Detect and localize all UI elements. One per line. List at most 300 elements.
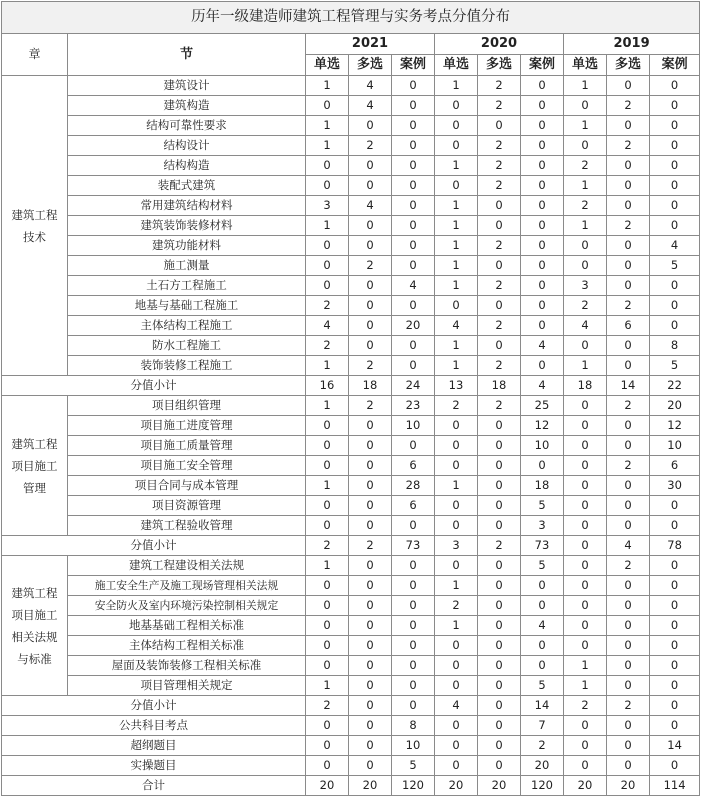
value-cell: 1 [435,196,478,216]
value-cell: 6 [650,456,700,476]
value-cell: 2 [478,396,521,416]
value-cell: 2 [349,356,392,376]
value-cell: 1 [564,656,607,676]
value-cell: 0 [392,96,435,116]
table-row [2,236,700,256]
value-cell: 2 [607,396,650,416]
value-cell: 0 [521,636,564,656]
subcol-case: 案例 [392,55,435,76]
value-cell: 0 [349,156,392,176]
value-cell: 0 [650,716,700,736]
value-cell: 0 [349,316,392,336]
chapter-cell [2,396,68,536]
value-cell: 1 [306,116,349,136]
value-cell: 114 [650,776,700,796]
value-cell: 0 [607,496,650,516]
value-cell: 0 [650,216,700,236]
value-cell: 0 [392,336,435,356]
table-row [2,276,700,296]
value-cell: 2 [607,216,650,236]
section-cell: 装配式建筑 [68,176,306,196]
value-cell: 0 [650,296,700,316]
table-wrapper [1,1,700,796]
value-cell: 0 [349,616,392,636]
value-cell: 4 [564,316,607,336]
value-cell: 1 [564,76,607,96]
value-cell: 25 [521,396,564,416]
section-cell: 屋面及装饰装修工程相关标准 [68,656,306,676]
chapter-line: 技术 [23,229,46,244]
table-row [2,656,700,676]
value-cell: 4 [435,696,478,716]
table-title: 历年一级建造师建筑工程管理与实务考点分值分布 [2,2,700,34]
value-cell: 20 [564,776,607,796]
value-cell: 0 [306,256,349,276]
value-cell: 0 [435,676,478,696]
value-cell: 0 [478,716,521,736]
value-cell: 1 [564,176,607,196]
value-cell: 4 [306,316,349,336]
value-cell: 0 [650,576,700,596]
value-cell: 4 [392,276,435,296]
value-cell: 0 [349,636,392,656]
value-cell: 10 [650,436,700,456]
value-cell: 1 [306,676,349,696]
table-row [2,756,700,776]
value-cell: 1 [564,676,607,696]
value-cell: 5 [521,556,564,576]
value-cell: 0 [607,176,650,196]
year-header-2020: 2020 [435,34,564,55]
value-cell: 1 [564,356,607,376]
section-cell: 建筑工程验收管理 [68,516,306,536]
value-cell: 8 [650,336,700,356]
table-row [2,116,700,136]
value-cell: 0 [564,616,607,636]
value-cell: 2 [478,276,521,296]
value-cell: 0 [607,256,650,276]
value-cell: 2 [478,176,521,196]
section-cell: 项目施工进度管理 [68,416,306,436]
value-cell: 0 [349,276,392,296]
table-row [2,76,700,96]
value-cell: 0 [564,636,607,656]
value-cell: 0 [478,436,521,456]
value-cell: 20 [521,756,564,776]
value-cell: 0 [435,456,478,476]
value-cell: 0 [392,576,435,596]
score-distribution-table [1,1,700,796]
value-cell: 0 [435,136,478,156]
section-cell: 装饰装修工程施工 [68,356,306,376]
value-cell: 0 [435,176,478,196]
value-cell: 0 [564,476,607,496]
value-cell: 18 [564,376,607,396]
value-cell: 1 [435,576,478,596]
value-cell: 3 [435,536,478,556]
value-cell: 0 [521,196,564,216]
value-cell: 0 [349,756,392,776]
value-cell: 0 [564,256,607,276]
value-cell: 0 [478,756,521,776]
value-cell: 0 [392,516,435,536]
value-cell: 0 [478,556,521,576]
value-cell: 0 [521,276,564,296]
value-cell: 1 [435,276,478,296]
value-cell: 2 [478,356,521,376]
section-cell: 项目合同与成本管理 [68,476,306,496]
table-row [2,636,700,656]
value-cell: 0 [392,156,435,176]
value-cell: 0 [650,316,700,336]
value-cell: 0 [607,416,650,436]
value-cell: 1 [306,216,349,236]
value-cell: 2 [607,556,650,576]
value-cell: 0 [478,656,521,676]
value-cell: 0 [349,176,392,196]
table-row [2,416,700,436]
value-cell: 0 [306,596,349,616]
value-cell: 0 [392,656,435,676]
table-row [2,96,700,116]
total-row [2,776,700,796]
section-cell: 结构设计 [68,136,306,156]
value-cell: 0 [392,116,435,136]
value-cell: 18 [478,376,521,396]
value-cell: 0 [607,636,650,656]
section-cell: 项目资源管理 [68,496,306,516]
value-cell: 0 [349,216,392,236]
value-cell: 0 [521,456,564,476]
value-cell: 0 [349,236,392,256]
value-cell: 0 [349,696,392,716]
value-cell: 2 [306,296,349,316]
table-row [2,496,700,516]
value-cell: 20 [349,776,392,796]
value-cell: 0 [521,76,564,96]
value-cell: 0 [650,176,700,196]
value-cell: 0 [392,176,435,196]
section-cell: 主体结构工程施工 [68,316,306,336]
value-cell: 4 [521,336,564,356]
table-row [2,256,700,276]
value-cell: 0 [607,356,650,376]
value-cell: 2 [478,316,521,336]
value-cell: 0 [435,296,478,316]
value-cell: 0 [392,636,435,656]
value-cell: 2 [478,76,521,96]
chapter-line: 建筑工程 [11,436,58,451]
value-cell: 1 [564,116,607,136]
value-cell: 0 [306,276,349,296]
value-cell: 0 [349,496,392,516]
table-row [2,396,700,416]
value-cell: 0 [349,456,392,476]
value-cell: 2 [349,136,392,156]
value-cell: 0 [521,656,564,676]
value-cell: 4 [349,96,392,116]
value-cell: 14 [521,696,564,716]
value-cell: 0 [349,716,392,736]
value-cell: 0 [392,136,435,156]
table-row [2,736,700,756]
value-cell: 0 [478,336,521,356]
value-cell: 23 [392,396,435,416]
value-cell: 0 [521,236,564,256]
value-cell: 2 [435,396,478,416]
value-cell: 0 [478,496,521,516]
table-row [2,156,700,176]
value-cell: 0 [478,736,521,756]
value-cell: 0 [564,336,607,356]
value-cell: 0 [521,256,564,276]
value-cell: 6 [392,496,435,516]
value-cell: 0 [607,676,650,696]
chapter-line: 项目施工 [11,607,58,622]
value-cell: 0 [650,616,700,636]
chapter-line: 与标准 [17,651,52,666]
section-cell: 施工安全生产及施工现场管理相关法规 [68,576,306,596]
value-cell: 20 [478,776,521,796]
value-cell: 1 [435,156,478,176]
value-cell: 0 [564,576,607,596]
value-cell: 0 [650,556,700,576]
value-cell: 0 [607,276,650,296]
value-cell: 0 [650,76,700,96]
value-cell: 12 [650,416,700,436]
value-cell: 0 [650,496,700,516]
value-cell: 0 [521,216,564,236]
value-cell: 0 [478,576,521,596]
value-cell: 0 [607,336,650,356]
value-cell: 78 [650,536,700,556]
chapter-cell [2,556,68,696]
value-cell: 0 [564,456,607,476]
value-cell: 0 [349,576,392,596]
table-row [2,456,700,476]
value-cell: 0 [650,636,700,656]
value-cell: 0 [349,736,392,756]
value-cell: 0 [392,296,435,316]
value-cell: 20 [435,776,478,796]
value-cell: 0 [306,496,349,516]
value-cell: 8 [392,716,435,736]
value-cell: 10 [392,736,435,756]
section-cell: 建筑设计 [68,76,306,96]
value-cell: 0 [435,436,478,456]
chapter-cell [2,76,68,376]
value-cell: 0 [607,656,650,676]
section-cell: 建筑工程建设相关法规 [68,556,306,576]
value-cell: 0 [392,436,435,456]
value-cell: 0 [521,316,564,336]
value-cell: 20 [650,396,700,416]
value-cell: 20 [306,776,349,796]
header-year-row [2,34,700,55]
subtotal-label: 分值小计 [2,376,306,396]
value-cell: 0 [607,116,650,136]
value-cell: 18 [349,376,392,396]
value-cell: 0 [650,516,700,536]
section-cell: 结构构造 [68,156,306,176]
value-cell: 1 [435,76,478,96]
value-cell: 0 [650,136,700,156]
value-cell: 2 [478,136,521,156]
value-cell: 73 [392,536,435,556]
value-cell: 0 [607,756,650,776]
value-cell: 2 [435,596,478,616]
value-cell: 0 [564,96,607,116]
value-cell: 3 [521,516,564,536]
value-cell: 0 [521,176,564,196]
value-cell: 0 [564,596,607,616]
title-row [2,2,700,34]
value-cell: 0 [478,676,521,696]
subcol-single-choice: 单选 [306,55,349,76]
row-label: 公共科目考点 [2,716,306,736]
value-cell: 4 [349,196,392,216]
value-cell: 0 [564,516,607,536]
value-cell: 0 [521,136,564,156]
value-cell: 0 [521,156,564,176]
value-cell: 2 [521,736,564,756]
value-cell: 1 [435,256,478,276]
value-cell: 1 [435,476,478,496]
chapter-line: 相关法规 [11,629,58,644]
value-cell: 2 [306,336,349,356]
chapter-line: 建筑工程 [11,585,58,600]
row-label: 实操题目 [2,756,306,776]
chapter-line: 管理 [23,480,46,495]
value-cell: 0 [478,476,521,496]
value-cell: 0 [607,196,650,216]
value-cell: 0 [478,616,521,636]
value-cell: 0 [349,676,392,696]
value-cell: 2 [478,96,521,116]
value-cell: 2 [564,196,607,216]
section-cell: 建筑功能材料 [68,236,306,256]
chapter-line: 建筑工程 [11,207,58,222]
subtotal-label: 分值小计 [2,696,306,716]
value-cell: 1 [564,216,607,236]
value-cell: 4 [650,236,700,256]
value-cell: 0 [564,436,607,456]
value-cell: 1 [435,356,478,376]
value-cell: 120 [392,776,435,796]
table-row [2,576,700,596]
value-cell: 13 [435,376,478,396]
value-cell: 0 [392,196,435,216]
table-row [2,136,700,156]
value-cell: 0 [306,236,349,256]
value-cell: 3 [306,196,349,216]
value-cell: 0 [349,336,392,356]
table-row [2,676,700,696]
value-cell: 2 [478,236,521,256]
value-cell: 0 [607,436,650,456]
section-cell: 建筑构造 [68,96,306,116]
row-label: 超纲题目 [2,736,306,756]
value-cell: 2 [564,296,607,316]
year-header-2021: 2021 [306,34,435,55]
value-cell: 0 [650,756,700,776]
value-cell: 0 [435,416,478,436]
section-cell: 施工测量 [68,256,306,276]
value-cell: 0 [650,96,700,116]
value-cell: 0 [306,616,349,636]
value-cell: 0 [607,76,650,96]
value-cell: 0 [435,716,478,736]
value-cell: 1 [306,76,349,96]
value-cell: 0 [349,656,392,676]
value-cell: 30 [650,476,700,496]
table-row [2,316,700,336]
value-cell: 0 [435,496,478,516]
table-row [2,596,700,616]
section-cell: 地基与基础工程施工 [68,296,306,316]
value-cell: 0 [435,656,478,676]
table-row [2,196,700,216]
value-cell: 0 [607,236,650,256]
subcol-case: 案例 [521,55,564,76]
table-row [2,556,700,576]
value-cell: 0 [349,436,392,456]
value-cell: 0 [349,116,392,136]
table-row [2,176,700,196]
value-cell: 0 [521,576,564,596]
value-cell: 0 [607,576,650,596]
subcol-case: 案例 [650,55,700,76]
table-row [2,216,700,236]
value-cell: 73 [521,536,564,556]
value-cell: 7 [521,716,564,736]
section-cell: 建筑装饰装修材料 [68,216,306,236]
value-cell: 14 [607,376,650,396]
value-cell: 5 [521,496,564,516]
value-cell: 0 [392,256,435,276]
section-cell: 结构可靠性要求 [68,116,306,136]
value-cell: 0 [392,236,435,256]
value-cell: 0 [306,516,349,536]
value-cell: 12 [521,416,564,436]
subcol-single-choice: 单选 [435,55,478,76]
value-cell: 0 [650,676,700,696]
value-cell: 0 [435,736,478,756]
value-cell: 0 [521,96,564,116]
value-cell: 1 [306,136,349,156]
value-cell: 0 [521,116,564,136]
value-cell: 0 [478,256,521,276]
value-cell: 2 [349,396,392,416]
value-cell: 0 [564,756,607,776]
value-cell: 0 [650,656,700,676]
value-cell: 0 [349,476,392,496]
value-cell: 0 [564,736,607,756]
value-cell: 4 [521,376,564,396]
value-cell: 5 [650,356,700,376]
value-cell: 0 [478,216,521,236]
value-cell: 0 [650,596,700,616]
value-cell: 3 [564,276,607,296]
value-cell: 0 [564,496,607,516]
subtotal-row [2,696,700,716]
chapter-line: 项目施工 [11,458,58,473]
value-cell: 2 [349,536,392,556]
subcol-multi-choice: 多选 [478,55,521,76]
section-cell: 主体结构工程相关标准 [68,636,306,656]
table-row [2,356,700,376]
value-cell: 0 [392,596,435,616]
